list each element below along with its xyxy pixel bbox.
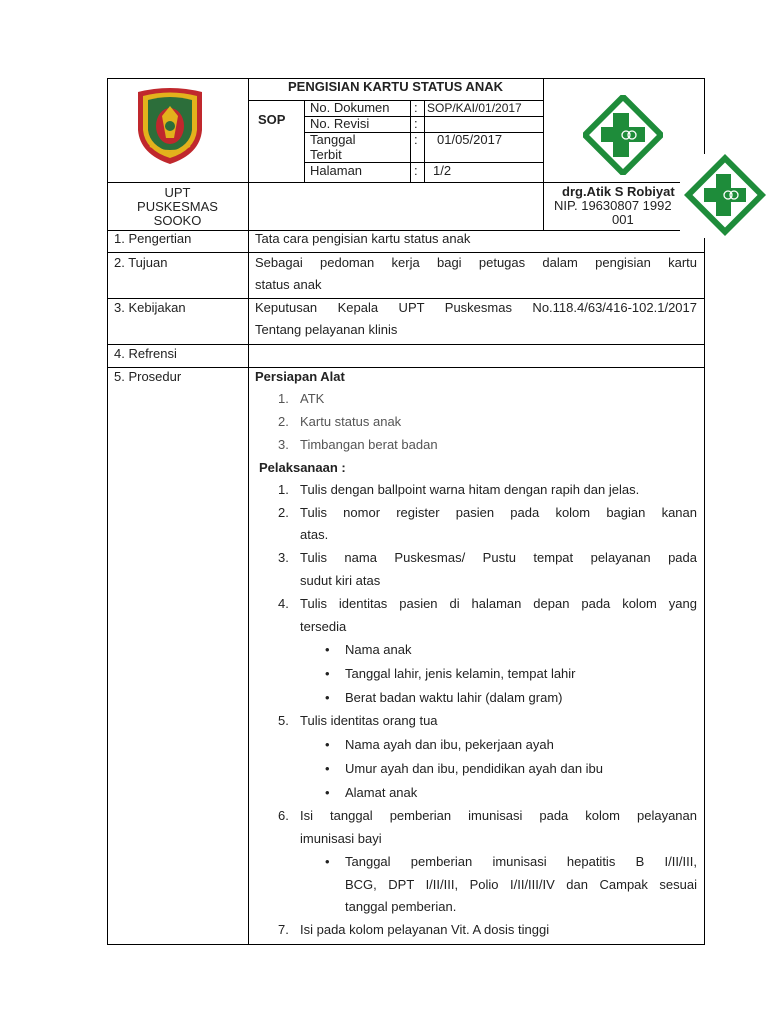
- bullet-item: • Umur ayah dan ibu, pendidikan ayah dan ibu: [345, 761, 603, 777]
- step-text: atas.: [300, 527, 329, 542]
- step-text: Tulis nama Puskesmas/ Pustu tempat pelayanan pada: [300, 550, 697, 565]
- meta-sep-halaman: :: [414, 163, 418, 178]
- step-number: 2.: [278, 505, 289, 520]
- bullet-item: • Nama anak: [345, 642, 411, 658]
- bullet-item-continuation: tanggal pemberian.: [345, 899, 457, 914]
- section-number-tujuan: 2. Tujuan: [114, 255, 168, 270]
- org-name-line3: SOOKO: [153, 213, 202, 228]
- section-text-pengertian: Tata cara pengisian kartu status anak: [255, 231, 471, 246]
- meta-value-tanggal: 01/05/2017: [437, 132, 503, 147]
- meta-sep-revisi: :: [414, 116, 418, 131]
- bullet-item: • Nama ayah dan ibu, pekerjaan ayah: [345, 737, 554, 753]
- step-text: Isi pada kolom pelayanan Vit. A dosis tinggi: [300, 922, 550, 937]
- bullet-item-continuation: BCG, DPT I/II/III, Polio I/II/III/IV dan Campak sesuai: [345, 877, 697, 892]
- section-number-kebijakan: 3. Kebijakan: [114, 300, 186, 315]
- prep-title: Persiapan Alat: [255, 369, 345, 384]
- org-name-line2: PUSKESMAS: [137, 199, 218, 214]
- meta-sep-tanggal: :: [414, 132, 418, 147]
- step-text: imunisasi bayi: [300, 831, 382, 846]
- puskesmas-logo: [583, 95, 663, 175]
- exec-title: Pelaksanaan :: [259, 460, 346, 475]
- signer-nip: NIP. 19630807 1992: [554, 198, 672, 213]
- step-text: Tulis identitas orang tua: [300, 713, 438, 728]
- step-text: Isi tanggal pemberian imunisasi pada kolom pelayanan: [300, 808, 697, 823]
- step-number: 5.: [278, 713, 289, 728]
- meta-label-revisi: No. Revisi: [310, 116, 370, 131]
- sop-label: SOP: [258, 112, 286, 127]
- step-number: 6.: [278, 808, 289, 823]
- org-name-line1: UPT: [164, 185, 191, 200]
- section-text-kebijakan-line2: Tentang pelayanan klinis: [255, 322, 398, 337]
- section-number-prosedur: 5. Prosedur: [114, 369, 182, 384]
- meta-label-halaman: Halaman: [310, 163, 363, 178]
- document-title: PENGISIAN KARTU STATUS ANAK: [288, 79, 503, 94]
- signer-name: drg.Atik S Robiyat: [562, 184, 675, 199]
- meta-label-tanggal: Tanggal: [310, 132, 356, 147]
- meta-sep-doc: :: [414, 100, 418, 115]
- bullet-item: • Tanggal pemberian imunisasi hepatitis B I/II/III,: [345, 854, 697, 870]
- step-text: Tulis nomor register pasien pada kolom bagian kanan: [300, 505, 697, 520]
- step-text: tersedia: [300, 619, 347, 634]
- prep-item-text: ATK: [300, 391, 325, 406]
- section-number-pengertian: 1. Pengertian: [114, 231, 192, 246]
- step-number: 4.: [278, 596, 289, 611]
- step-text: Tulis dengan ballpoint warna hitam dengan rapih dan jelas.: [300, 482, 640, 497]
- regional-seal-logo: [134, 86, 206, 166]
- section-text-tujuan-line2: status anak: [255, 277, 322, 292]
- meta-label-terbit: Terbit: [310, 147, 342, 162]
- section-text-tujuan-line1: Sebagai pedoman kerja bagi petugas dalam pengisian kartu: [255, 255, 697, 270]
- puskesmas-logo-overlay: [680, 154, 768, 238]
- prep-item-text: Kartu status anak: [300, 414, 402, 429]
- step-number: 1.: [278, 482, 289, 497]
- section-number-refrensi: 4. Refrensi: [114, 346, 177, 361]
- section-text-kebijakan-line1: Keputusan Kepala UPT Puskesmas No.118.4/63/416-102.1/2017: [255, 300, 697, 315]
- meta-value-halaman: 1/2: [433, 163, 452, 178]
- prep-item-number: 1.: [278, 391, 289, 406]
- meta-label-doc: No. Dokumen: [310, 100, 390, 115]
- prep-item-number: 3.: [278, 437, 289, 452]
- signer-nip-line2: 001: [612, 212, 634, 227]
- prep-item-number: 2.: [278, 414, 289, 429]
- meta-value-doc: SOP/KAI/01/2017: [427, 101, 522, 115]
- bullet-item: • Tanggal lahir, jenis kelamin, tempat lahir: [345, 666, 576, 682]
- bullet-item: • Alamat anak: [345, 785, 417, 801]
- prep-item-text: Timbangan berat badan: [300, 437, 438, 452]
- step-text: Tulis identitas pasien di halaman depan pada kolom yang: [300, 596, 697, 611]
- step-number: 7.: [278, 922, 289, 937]
- step-number: 3.: [278, 550, 289, 565]
- step-text: sudut kiri atas: [300, 573, 381, 588]
- bullet-item: • Berat badan waktu lahir (dalam gram): [345, 690, 563, 706]
